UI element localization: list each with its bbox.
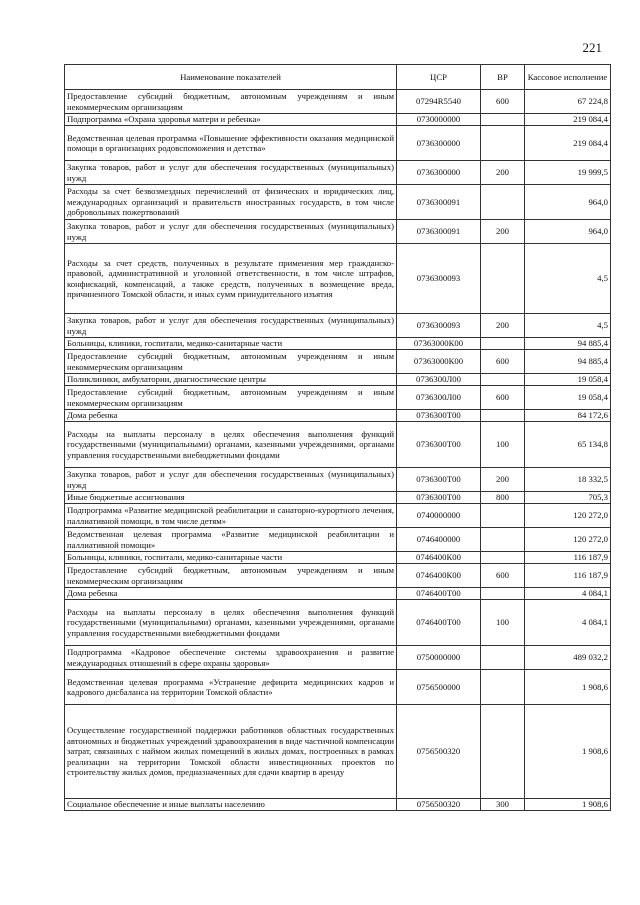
row-vr bbox=[481, 528, 525, 552]
table-row bbox=[65, 552, 611, 564]
row-vr bbox=[481, 705, 525, 799]
row-vr bbox=[481, 374, 525, 386]
row-sum: 4 084,1 bbox=[525, 600, 611, 646]
table-row bbox=[65, 422, 611, 468]
row-name: Осуществление государственной поддержки работников областных государственных автономных и бюджетных учреждений здравоохранения в виде частичной компенсации затрат, связанных с наймом жилых помещений в жилых домах, построенных в рамках реализации на территории Томской области инвестиционных проектов по строительству жилых домов, предназначенных для сдачи квартир в аренду bbox=[65, 705, 397, 799]
row-name: Подпрограмма «Кадровое обеспечение системы здравоохранения и развитие международных отношений в сфере охраны здоровья» bbox=[65, 646, 397, 670]
row-sum: 116 187,9 bbox=[525, 552, 611, 564]
row-name: Больницы, клиники, госпитали, медико-санитарные части bbox=[65, 338, 397, 350]
row-sum: 94 885,4 bbox=[525, 350, 611, 374]
row-name: Больницы, клиники, госпитали, медико-санитарные части bbox=[65, 552, 397, 564]
table-row bbox=[65, 528, 611, 552]
page-number: 221 bbox=[582, 40, 602, 55]
row-sum: 84 172,6 bbox=[525, 410, 611, 422]
table-row bbox=[65, 386, 611, 410]
row-vr bbox=[481, 646, 525, 670]
row-vr bbox=[481, 670, 525, 705]
row-csr: 0746400К00 bbox=[397, 552, 481, 564]
table-row bbox=[65, 374, 611, 386]
row-vr bbox=[481, 185, 525, 220]
row-csr: 0736300Т00 bbox=[397, 410, 481, 422]
table-header-row bbox=[65, 65, 611, 90]
row-csr: 0730000000 bbox=[397, 114, 481, 126]
row-name: Дома ребенка bbox=[65, 588, 397, 600]
row-csr: 0756500000 bbox=[397, 670, 481, 705]
row-sum: 964,0 bbox=[525, 220, 611, 244]
row-name: Иные бюджетные ассигнования bbox=[65, 492, 397, 504]
row-csr: 07363000К00 bbox=[397, 338, 481, 350]
row-name: Предоставление субсидий бюджетным, автономным учреждениям и иным некоммерческим организациям bbox=[65, 90, 397, 114]
row-vr bbox=[481, 588, 525, 600]
row-sum: 120 272,0 bbox=[525, 528, 611, 552]
row-csr: 0736300093 bbox=[397, 244, 481, 314]
row-csr: 0736300093 bbox=[397, 314, 481, 338]
row-name: Предоставление субсидий бюджетным, автономным учреждениям и иным некоммерческим организациям bbox=[65, 350, 397, 374]
row-name: Ведомственная целевая программа «Устранение дефицита медицинских кадров и кадрового дисбаланса на территории Томской области» bbox=[65, 670, 397, 705]
row-name: Предоставление субсидий бюджетным, автономным учреждениям и иным некоммерческим организациям bbox=[65, 386, 397, 410]
header-vr: ВР bbox=[481, 65, 525, 90]
row-sum: 489 032,2 bbox=[525, 646, 611, 670]
row-vr bbox=[481, 410, 525, 422]
row-name: Закупка товаров, работ и услуг для обеспечения государственных (муниципальных) нужд bbox=[65, 161, 397, 185]
row-sum: 120 272,0 bbox=[525, 504, 611, 528]
row-csr: 0736300000 bbox=[397, 161, 481, 185]
header-name: Наименование показателей bbox=[65, 65, 397, 90]
row-sum: 4,5 bbox=[525, 244, 611, 314]
row-vr: 300 bbox=[481, 799, 525, 811]
table-row bbox=[65, 600, 611, 646]
table-row bbox=[65, 799, 611, 811]
row-csr: 0746400Т00 bbox=[397, 600, 481, 646]
row-vr: 200 bbox=[481, 314, 525, 338]
row-vr bbox=[481, 552, 525, 564]
row-name: Закупка товаров, работ и услуг для обеспечения государственных (муниципальных) нужд bbox=[65, 468, 397, 492]
table-row bbox=[65, 338, 611, 350]
row-sum: 19 999,5 bbox=[525, 161, 611, 185]
table-row bbox=[65, 185, 611, 220]
table-row bbox=[65, 588, 611, 600]
row-sum: 4,5 bbox=[525, 314, 611, 338]
row-name: Подпрограмма «Развитие медицинской реабилитации и санаторно-курортного лечения, паллиативной помощи, в том числе детям» bbox=[65, 504, 397, 528]
row-sum: 19 058,4 bbox=[525, 386, 611, 410]
row-sum: 94 885,4 bbox=[525, 338, 611, 350]
row-csr: 0736300Л00 bbox=[397, 374, 481, 386]
row-name: Поликлиники, амбулатории, диагностические центры bbox=[65, 374, 397, 386]
row-csr: 0756500320 bbox=[397, 799, 481, 811]
row-csr: 07363000К00 bbox=[397, 350, 481, 374]
row-sum: 219 084,4 bbox=[525, 114, 611, 126]
row-name: Закупка товаров, работ и услуг для обеспечения государственных (муниципальных) нужд bbox=[65, 314, 397, 338]
row-vr bbox=[481, 244, 525, 314]
table-row bbox=[65, 468, 611, 492]
row-vr: 600 bbox=[481, 350, 525, 374]
row-vr: 800 bbox=[481, 492, 525, 504]
row-name: Дома ребенка bbox=[65, 410, 397, 422]
row-csr: 0736300Т00 bbox=[397, 492, 481, 504]
row-vr: 600 bbox=[481, 386, 525, 410]
table-row bbox=[65, 90, 611, 114]
row-csr: 0736300091 bbox=[397, 185, 481, 220]
row-name: Расходы за счет безвозмездных перечислений от физических и юридических лиц, международных организаций и правительств иностранных государств, в том числе добровольных пожертвований bbox=[65, 185, 397, 220]
table-body bbox=[65, 90, 611, 811]
table-row bbox=[65, 705, 611, 799]
row-csr: 0746400000 bbox=[397, 528, 481, 552]
row-sum: 1 908,6 bbox=[525, 670, 611, 705]
budget-execution-table bbox=[64, 64, 611, 811]
row-sum: 1 908,6 bbox=[525, 705, 611, 799]
row-csr: 0746400К00 bbox=[397, 564, 481, 588]
row-csr: 0736300Т00 bbox=[397, 422, 481, 468]
row-name: Закупка товаров, работ и услуг для обеспечения государственных (муниципальных) нужд bbox=[65, 220, 397, 244]
row-sum: 705,3 bbox=[525, 492, 611, 504]
table-row bbox=[65, 161, 611, 185]
row-name: Расходы на выплаты персоналу в целях обеспечения выполнения функций государственными (муниципальными) органами, казенными учреждениями, органами управления государственными внебюджетными фондами bbox=[65, 422, 397, 468]
row-vr: 200 bbox=[481, 161, 525, 185]
table-row bbox=[65, 492, 611, 504]
row-sum: 964,0 bbox=[525, 185, 611, 220]
row-vr: 100 bbox=[481, 422, 525, 468]
row-name: Ведомственная целевая программа «Повышение эффективности оказания медицинской помощи в организациях родовспоможения и детства» bbox=[65, 126, 397, 161]
table-row bbox=[65, 314, 611, 338]
row-vr: 100 bbox=[481, 600, 525, 646]
row-csr: 07294R5540 bbox=[397, 90, 481, 114]
row-name: Расходы за счет средств, полученных в результате применения мер гражданско-правовой, административной и уголовной ответственности, в том числе штрафов, конфискаций, компенсаций, а также средств, полученных в возмещение вреда, причиненного Томской области, и иных сумм принудительного изъятия bbox=[65, 244, 397, 314]
row-name: Ведомственная целевая программа «Развитие медицинской реабилитации и паллиативной помощи» bbox=[65, 528, 397, 552]
table-row bbox=[65, 126, 611, 161]
row-csr: 0756500320 bbox=[397, 705, 481, 799]
row-sum: 18 332,5 bbox=[525, 468, 611, 492]
row-vr: 600 bbox=[481, 90, 525, 114]
row-vr: 200 bbox=[481, 468, 525, 492]
row-sum: 19 058,4 bbox=[525, 374, 611, 386]
table-row bbox=[65, 670, 611, 705]
row-name: Предоставление субсидий бюджетным, автономным учреждениям и иным некоммерческим организациям bbox=[65, 564, 397, 588]
table-row bbox=[65, 244, 611, 314]
row-sum: 1 908,6 bbox=[525, 799, 611, 811]
table-row bbox=[65, 220, 611, 244]
header-csr: ЦСР bbox=[397, 65, 481, 90]
row-csr: 0750000000 bbox=[397, 646, 481, 670]
row-sum: 65 134,8 bbox=[525, 422, 611, 468]
table-row bbox=[65, 350, 611, 374]
row-name: Расходы на выплаты персоналу в целях обеспечения выполнения функций государственными (муниципальными) органами, казенными учреждениями, органами управления государственными внебюджетными фондами bbox=[65, 600, 397, 646]
row-vr: 200 bbox=[481, 220, 525, 244]
row-sum: 116 187,9 bbox=[525, 564, 611, 588]
row-sum: 219 084,4 bbox=[525, 126, 611, 161]
row-vr: 600 bbox=[481, 564, 525, 588]
row-sum: 4 084,1 bbox=[525, 588, 611, 600]
row-csr: 0746400Т00 bbox=[397, 588, 481, 600]
row-csr: 0740000000 bbox=[397, 504, 481, 528]
row-csr: 0736300091 bbox=[397, 220, 481, 244]
table-row bbox=[65, 410, 611, 422]
row-name: Подпрограмма «Охрана здоровья матери и ребенка» bbox=[65, 114, 397, 126]
header-sum: Кассовое исполнение bbox=[525, 65, 611, 90]
row-csr: 0736300000 bbox=[397, 126, 481, 161]
table-row bbox=[65, 504, 611, 528]
row-csr: 0736300Л00 bbox=[397, 386, 481, 410]
row-vr bbox=[481, 338, 525, 350]
row-vr bbox=[481, 126, 525, 161]
table-row bbox=[65, 114, 611, 126]
row-name: Социальное обеспечение и иные выплаты населению bbox=[65, 799, 397, 811]
row-vr bbox=[481, 504, 525, 528]
row-sum: 67 224,8 bbox=[525, 90, 611, 114]
row-csr: 0736300Т00 bbox=[397, 468, 481, 492]
table-row bbox=[65, 646, 611, 670]
table-row bbox=[65, 564, 611, 588]
row-vr bbox=[481, 114, 525, 126]
